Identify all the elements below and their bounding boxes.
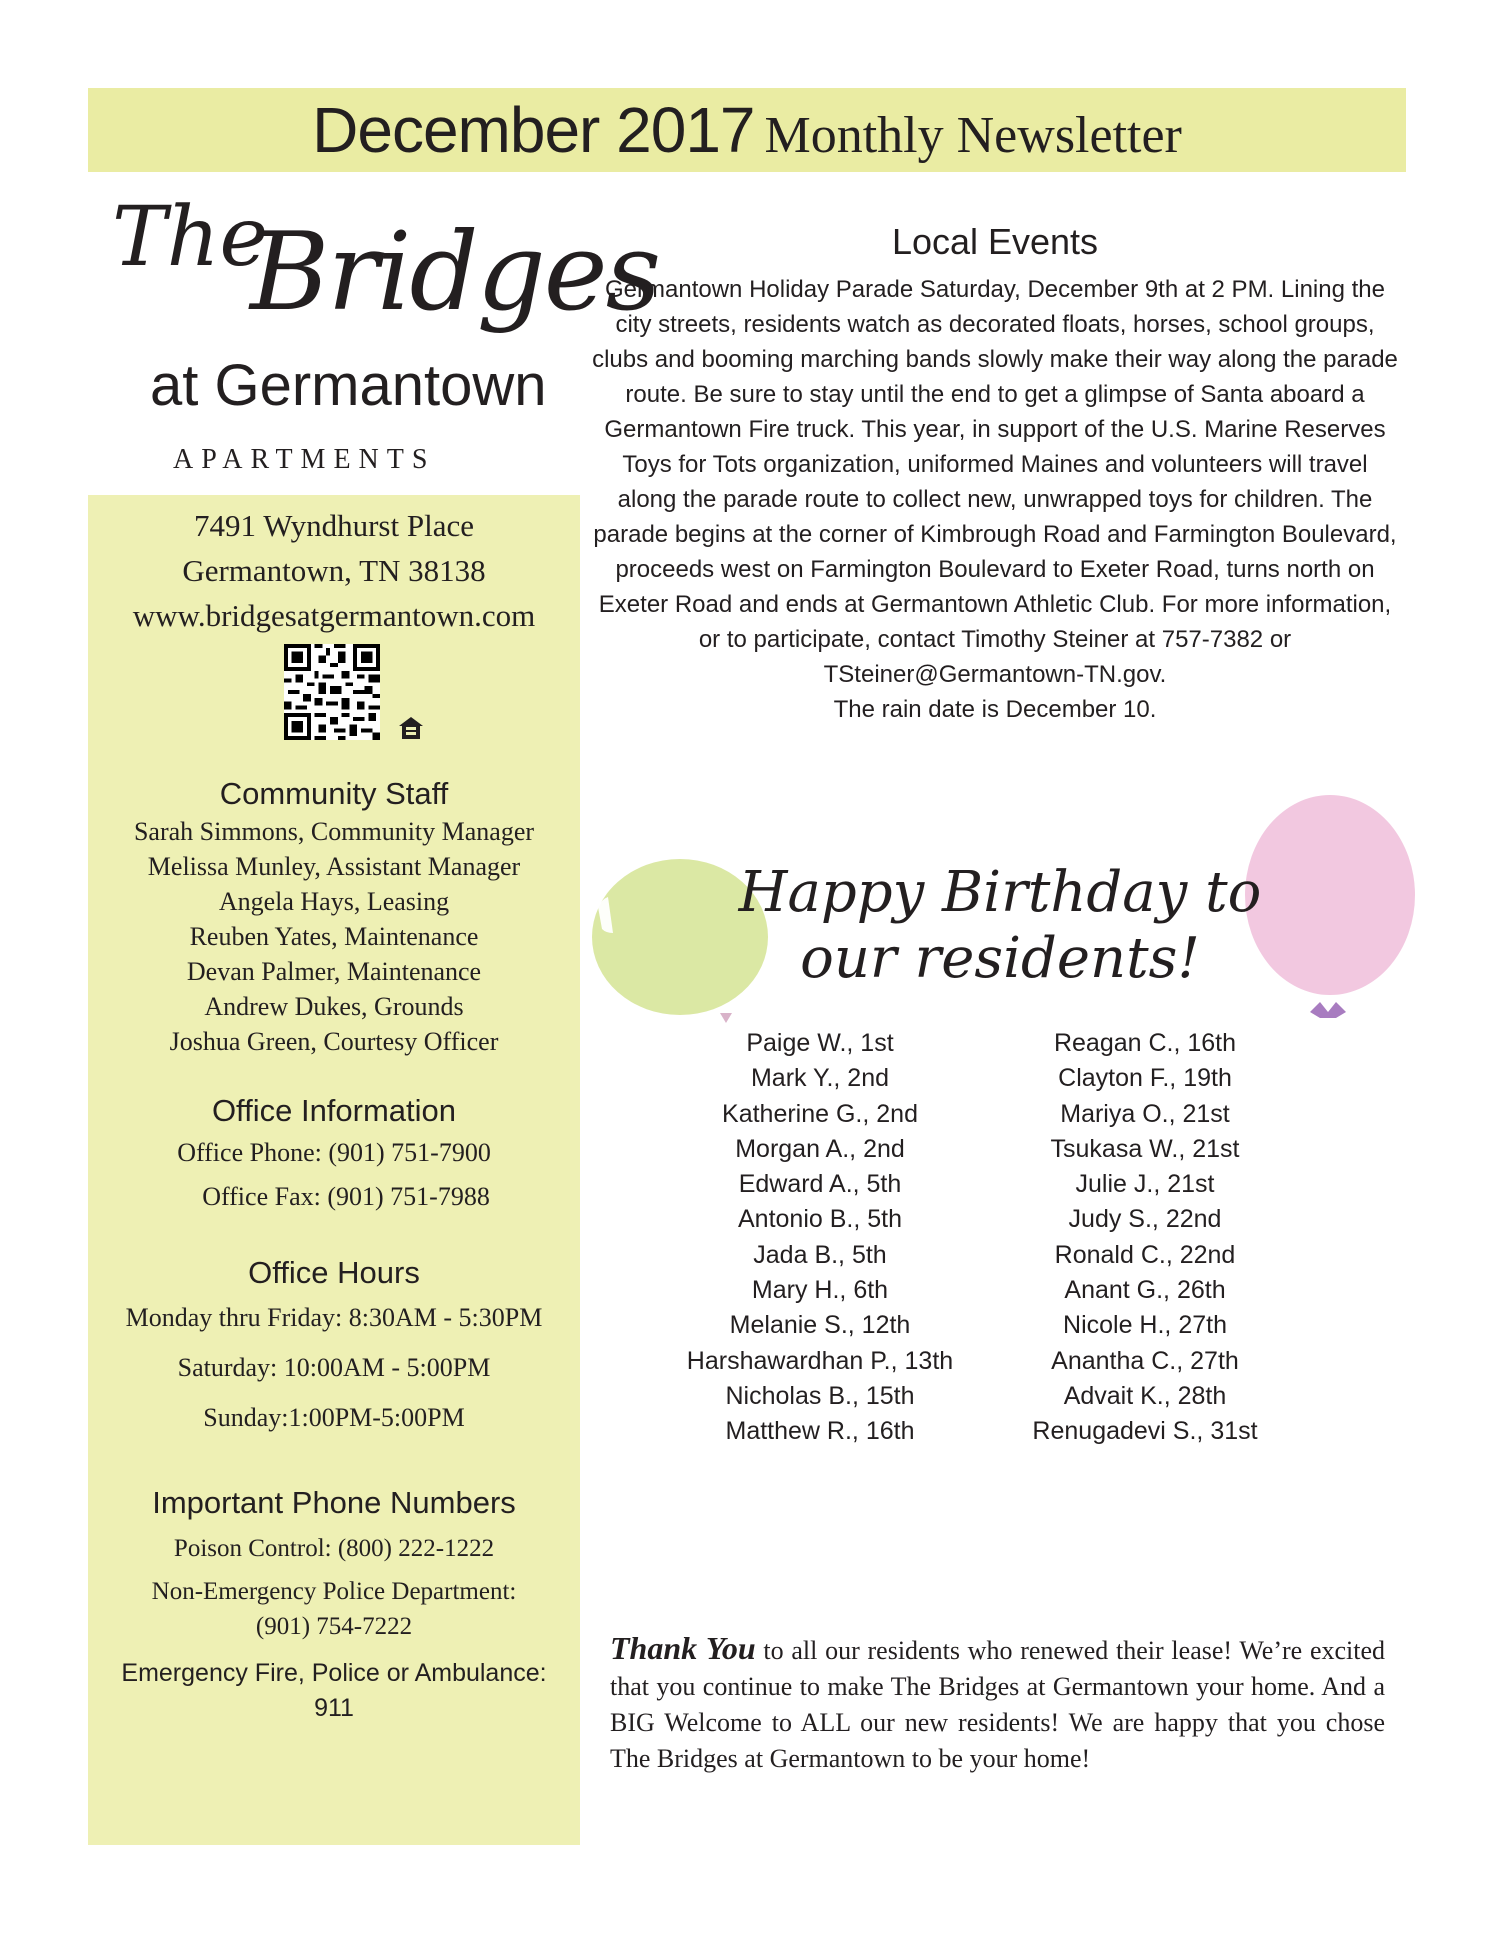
qr-code-icon[interactable]	[284, 644, 380, 740]
staff-member: Devan Palmer, Maintenance	[186, 957, 482, 986]
poison-control: Poison Control: (800) 222-1222	[173, 1535, 495, 1562]
hours-saturday: Saturday: 10:00AM - 5:00PM	[177, 1353, 491, 1382]
birthday-item: Paige W., 1st	[746, 1029, 894, 1057]
local-events	[590, 220, 1400, 727]
equal-housing-icon	[398, 716, 424, 740]
birthday-item: Matthew R., 16th	[725, 1417, 915, 1446]
staff-member: Sarah Simmons, Community Manager	[133, 817, 535, 846]
thank-you-note	[610, 1630, 1385, 1777]
birthday-list-right	[985, 1026, 1305, 1450]
address-block	[88, 503, 580, 638]
birthday-item: Jada B., 5th	[753, 1240, 887, 1269]
logo-at-germantown: at Germantown	[150, 353, 547, 418]
birthday-title-line2: our residents!	[800, 926, 1200, 991]
logo-apartments: APARTMENTS	[173, 444, 436, 475]
police-number: (901) 754-7222	[255, 1613, 413, 1640]
office-fax: Office Fax: (901) 751-7988	[202, 1182, 490, 1211]
birthday-item: Julie J., 21st	[1075, 1170, 1215, 1199]
address-street: 7491 Wyndhurst Place	[194, 508, 474, 543]
police-label: Non-Emergency Police Department:	[151, 1578, 517, 1605]
emergency-number: 911	[314, 1694, 354, 1722]
birthday-item: Nicholas B., 15th	[725, 1381, 915, 1410]
birthday-title	[720, 860, 1280, 992]
website-link[interactable]: www.bridgesatgermantown.com	[132, 598, 536, 633]
thank-you-body: to all our residents who renewed their lease! We’re excited that you continue to make The Bridges at Germantown your home. And a BIG Welcome to ALL our new residents! We are happy that you chose The Bridges at Germantown to be your home!	[610, 1636, 1386, 1773]
events-heading: Local Events	[891, 221, 1099, 262]
banner-date: December 2017	[312, 94, 755, 166]
sidebar	[88, 495, 580, 1845]
birthday-item: Harshawardhan P., 13th	[686, 1346, 954, 1375]
office-phone: Office Phone: (901) 751-7900	[177, 1138, 491, 1167]
staff-member: Andrew Dukes, Grounds	[204, 992, 464, 1021]
staff-member: Angela Hays, Leasing	[218, 887, 450, 916]
birthday-item: Anant G., 26th	[1064, 1276, 1226, 1305]
birthday-item: Mary H., 6th	[751, 1276, 889, 1305]
birthday-item: Mariya O., 21st	[1060, 1099, 1230, 1128]
birthday-item: Antonio B., 5th	[737, 1205, 902, 1234]
banner-subtitle: Monthly Newsletter	[764, 107, 1182, 164]
staff-list	[88, 814, 580, 1059]
emergency-label: Emergency Fire, Police or Ambulance:	[121, 1659, 547, 1687]
birthday-list-left	[660, 1026, 980, 1450]
birthday-title-line1: Happy Birthday to	[738, 860, 1262, 925]
staff-member: Joshua Green, Courtesy Officer	[169, 1027, 499, 1056]
birthday-item: Renugadevi S., 31st	[1032, 1417, 1258, 1446]
events-rain-date: The rain date is December 10.	[833, 696, 1157, 723]
birthday-item: Edward A., 5th	[738, 1170, 902, 1199]
birthday-item: Advait K., 28th	[1063, 1381, 1227, 1410]
birthday-item: Mark Y., 2nd	[750, 1064, 890, 1093]
office-info-heading: Office Information	[211, 1093, 457, 1128]
birthday-item: Judy S., 22nd	[1068, 1205, 1222, 1234]
hours-weekday: Monday thru Friday: 8:30AM - 5:30PM	[125, 1303, 543, 1332]
events-body: Germantown Holiday Parade Saturday, December 9th at 2 PM. Lining the city streets, residents watch as decorated floats, horses, school groups, clubs and booming marching bands slowly make their way along the parade route. Be sure to stay until the end to get a glimpse of Santa aboard a Germantown Fire truck. This year, in support of the U.S. Marine Reserves Toys for Tots organization, uniformed Maines and volunteers will travel along the parade route to collect new, unwrapped toys for children. The parade begins at the corner of Kimbrough Road and Farmington Boulevard, proceeds west on Farmington Boulevard to Exeter Road, turns north on Exeter Road and ends at Germantown Athletic Club. For more information, or to participate, contact Timothy Steiner at 757-7382 or TSteiner@Germantown-TN.gov.	[592, 276, 1398, 688]
birthday-item: Anantha C., 27th	[1051, 1346, 1239, 1375]
logo-bridges: Bridges	[250, 210, 660, 335]
birthday-item: Melanie S., 12th	[729, 1311, 911, 1340]
staff-member: Melissa Munley, Assistant Manager	[147, 852, 521, 881]
thank-you-lead: Thank You	[610, 1630, 756, 1666]
address-city: Germantown, TN 38138	[182, 553, 486, 588]
phones-heading: Important Phone Numbers	[152, 1485, 516, 1520]
birthday-item: Morgan A., 2nd	[735, 1134, 905, 1163]
birthday-item: Nicole H., 27th	[1063, 1311, 1227, 1340]
logo	[100, 182, 660, 482]
birthday-item: Ronald C., 22nd	[1054, 1240, 1236, 1269]
staff-heading: Community Staff	[219, 776, 449, 811]
birthday-item: Reagan C., 16th	[1053, 1029, 1237, 1057]
qr-area	[88, 644, 580, 754]
newsletter-banner	[88, 88, 1406, 172]
hours-sunday: Sunday:1:00PM-5:00PM	[203, 1403, 465, 1432]
birthday-item: Katherine G., 2nd	[722, 1099, 918, 1128]
staff-member: Reuben Yates, Maintenance	[189, 922, 479, 951]
logo-the: The	[112, 190, 269, 285]
birthday-item: Clayton F., 19th	[1058, 1064, 1232, 1093]
office-hours-heading: Office Hours	[248, 1255, 420, 1290]
birthday-item: Tsukasa W., 21st	[1050, 1134, 1240, 1163]
